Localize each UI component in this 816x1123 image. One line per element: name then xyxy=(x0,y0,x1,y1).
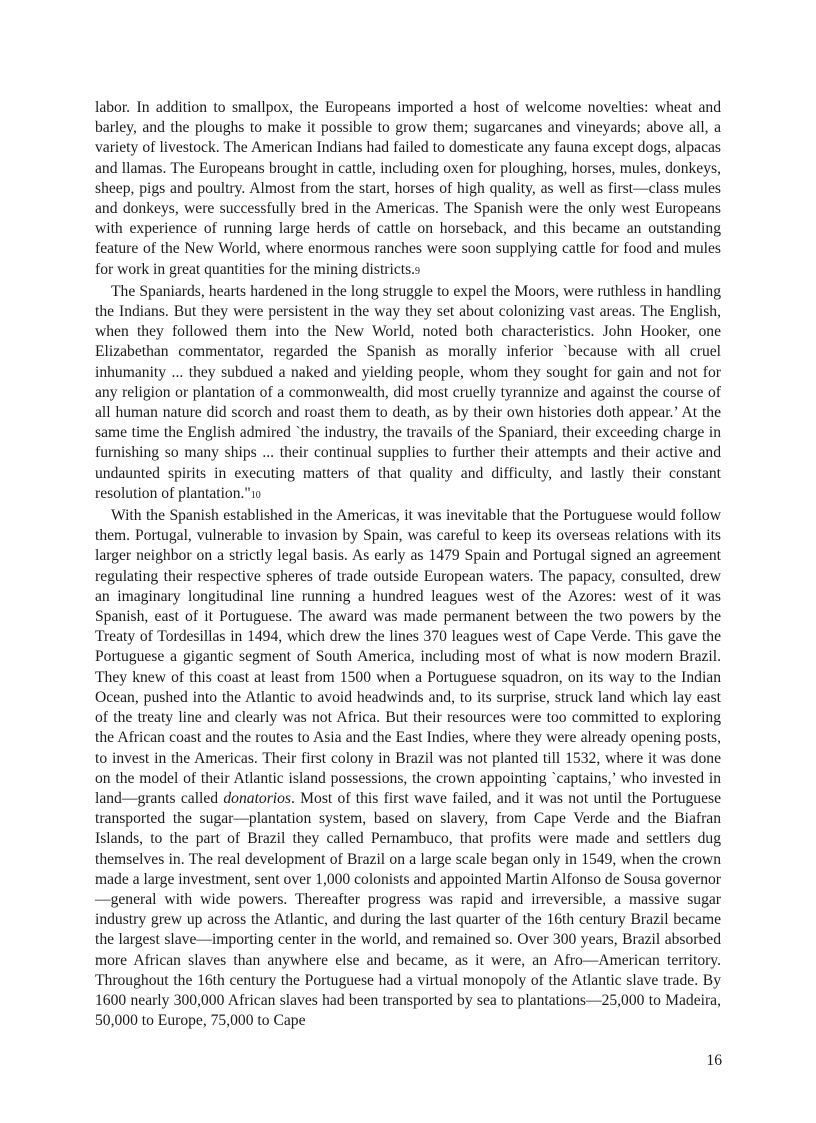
paragraph-1 xyxy=(95,98,721,282)
paragraph-2 xyxy=(95,282,721,506)
paragraph-3-text-part-2: . Most of this first wave failed, and it was not until the Portuguese transported the sugar—plantation system, based on slavery, from Cape Verde and the Biafran Islands, to the part of Brazil they called Pernambuco, that profits were made and settlers dug themselves in. The real development of Brazil on a large scale began only in 1549, when the crown made a large investment, sent over 1,000 colonists and appointed Martin Alfonso de Sousa governor—general with wide powers. Thereafter progress was rapid and irreversible, a massive sugar industry grew up across the Atlantic, and during the last quarter of the 16th century Brazil became the largest slave—importing center in the world, and remained so. Over 300 years, Brazil absorbed more African slaves than anywhere else and became, as it were, an Afro—American territory. Throughout the 16th century the Portuguese had a virtual monopoly of the Atlantic slave trade. By 1600 nearly 300,000 African slaves had been transported by sea to plantations—25,000 to Madeira, 50,000 to Europe, 75,000 to Cape xyxy=(95,789,721,1030)
paragraph-3-text-part-1: With the Spanish established in the Americas, it was inevitable that the Portuguese would follow them. Portugal, vulnerable to invasion by Spain, was careful to keep its overseas relations with its larger neighbor on a strictly legal basis. As early as 1479 Spain and Portugal signed an agreement regulating their respective spheres of trade outside European waters. The papacy, consulted, drew an imaginary longitudinal line running a hundred leagues west of the Azores: west of it was Spanish, east of it Portuguese. The award was made permanent between the two powers by the Treaty of Tordesillas in 1494, which drew the lines 370 leagues west of Cape Verde. This gave the Portuguese a gigantic segment of South America, including most of what is now modern Brazil. They knew of this coast at least from 1500 when a Portuguese squadron, on its way to the Indian Ocean, pushed into the Atlantic to avoid headwinds and, to its surprise, struck land which lay east of the treaty line and clearly was not Africa. But their resources were too committed to exploring the African coast and the routes to Asia and the East Indies, where they were already opening posts, to invest in the Americas. Their first colony in Brazil was not planted till 1532, where it was done on the model of their Atlantic island possessions, the crown appointing `captains,’ who invested in land—grants called xyxy=(95,507,721,807)
italic-term-donatorios: donatorios xyxy=(223,789,291,807)
footnote-marker-10: 10 xyxy=(250,489,261,501)
footnote-marker-9: 9 xyxy=(415,265,421,277)
paragraph-3 xyxy=(95,506,721,1031)
page-body xyxy=(95,98,721,1031)
paragraph-2-text: The Spaniards, hearts hardened in the long struggle to expel the Moors, were ruthless in handling the Indians. But they were persistent in the way they set about colonizing vast areas. The English, when they followed them into the New World, noted both characteristics. John Hooker, one Elizabethan commentator, regarded the Spanish as morally inferior `because with all cruel inhumanity ... they subdued a naked and yielding people, whom they sought for gain and not for any religion or plantation of a commonwealth, did most cruelly tyrannize and against the course of all human nature did scorch and roast them to death, as by their own histories doth appear.’ At the same time the English admired `the industry, the travails of the Spaniard, their exceeding charge in furnishing so many ships ... their continual supplies to further their attempts and their active and undaunted spirits in executing matters of that quality and difficulty, and lastly their constant resolution of plantation." xyxy=(95,282,721,502)
page-number: 16 xyxy=(706,1052,722,1069)
paragraph-1-text: labor. In addition to smallpox, the Europeans imported a host of welcome novelties: wheat and barley, and the ploughs to make it possible to grow them; sugarcanes and vineyards; above all, a variety of livestock. The American Indians had failed to domesticate any fauna except dogs, alpacas and llamas. The Europeans brought in cattle, including oxen for ploughing, horses, mules, donkeys, sheep, pigs and poultry. Almost from the start, horses of high quality, as well as first—class mules and donkeys, were successfully bred in the Americas. The Spanish were the only west Europeans with experience of running large herds of cattle on horseback, and this became an outstanding feature of the New World, where enormous ranches were soon supplying cattle for food and mules for work in great quantities for the mining districts. xyxy=(95,99,721,278)
